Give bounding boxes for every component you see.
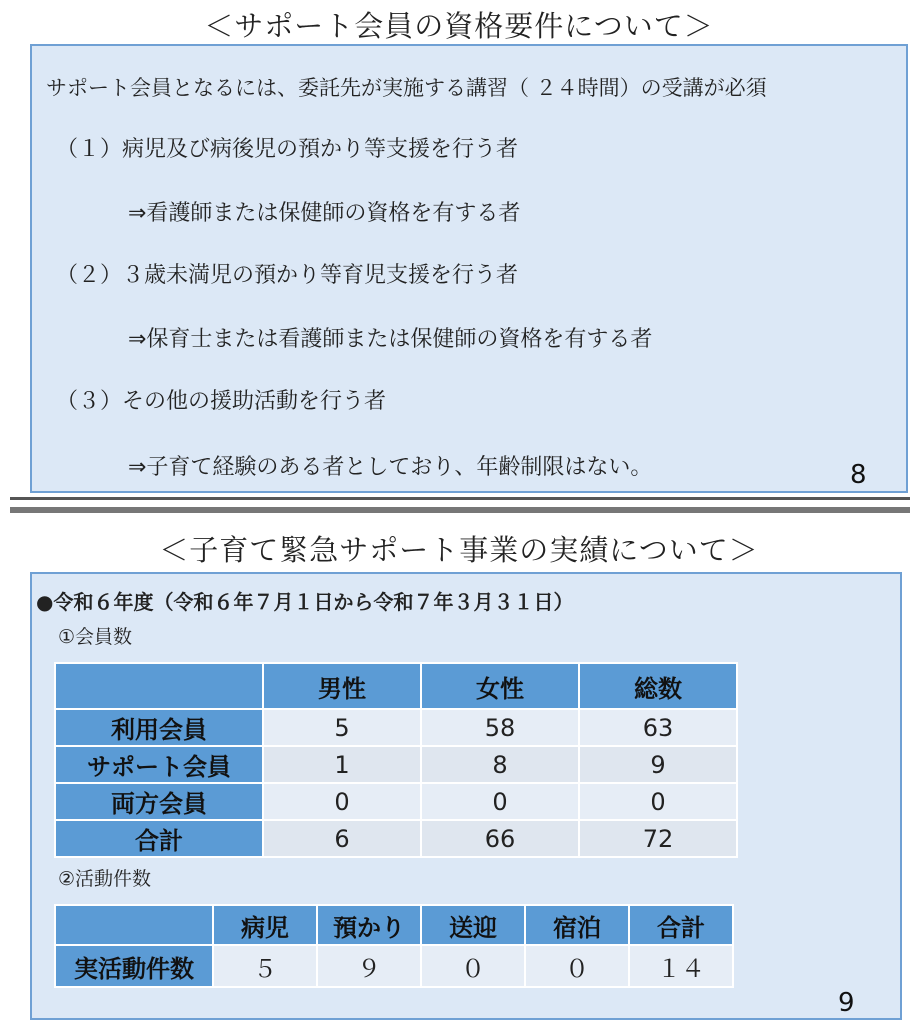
table-cell: 66 bbox=[421, 820, 579, 857]
table-row bbox=[55, 820, 737, 857]
activities-col-header: 宿泊 bbox=[525, 905, 629, 945]
results-panel bbox=[30, 572, 902, 1020]
item2-heading: （２）３歳未満児の預かり等育児支援を行う者 bbox=[56, 263, 519, 288]
slide9-title: ＜子育て緊急サポート事業の実績について＞ bbox=[159, 533, 759, 567]
table-row bbox=[55, 709, 737, 746]
table-cell: 63 bbox=[579, 709, 737, 746]
table-cell: 72 bbox=[579, 820, 737, 857]
activities-col-header: 送迎 bbox=[421, 905, 525, 945]
table-cell: １４ bbox=[629, 945, 733, 987]
requirements-panel bbox=[30, 44, 908, 493]
intro-text: サポート会員となるには、委託先が実施する講習（ ２４時間）の受講が必須 bbox=[46, 76, 767, 100]
row-label: 両方会員 bbox=[55, 783, 263, 820]
row-label: サポート会員 bbox=[55, 746, 263, 783]
activities-col-header: 病児 bbox=[213, 905, 317, 945]
members-col-header: 女性 bbox=[421, 663, 579, 709]
members-col-header: 総数 bbox=[579, 663, 737, 709]
activities-table bbox=[54, 904, 734, 988]
table-cell: ０ bbox=[525, 945, 629, 987]
table-cell: 58 bbox=[421, 709, 579, 746]
table-cell: 0 bbox=[421, 783, 579, 820]
item3-detail: ⇒子育て経験のある者としており、年齢制限はない。 bbox=[128, 455, 653, 480]
page-number-8: 8 bbox=[850, 460, 867, 490]
activities-header-row bbox=[55, 905, 733, 945]
table-cell: 9 bbox=[579, 746, 737, 783]
activities-caption: ②活動件数 bbox=[58, 868, 152, 890]
members-caption: ①会員数 bbox=[58, 626, 133, 648]
table-cell: 5 bbox=[263, 709, 421, 746]
slide8-title: ＜サポート会員の資格要件について＞ bbox=[204, 9, 714, 43]
activities-corner-cell bbox=[55, 905, 213, 945]
members-corner-cell bbox=[55, 663, 263, 709]
table-cell: ５ bbox=[213, 945, 317, 987]
members-header-row bbox=[55, 663, 737, 709]
table-cell: 8 bbox=[421, 746, 579, 783]
row-label: 合計 bbox=[55, 820, 263, 857]
table-row bbox=[55, 783, 737, 820]
activities-col-header: 預かり bbox=[317, 905, 421, 945]
table-cell: ０ bbox=[421, 945, 525, 987]
item1-detail: ⇒看護師または保健師の資格を有する者 bbox=[128, 201, 521, 226]
item1-heading: （１）病児及び病後児の預かり等支援を行う者 bbox=[56, 137, 519, 162]
table-cell: 6 bbox=[263, 820, 421, 857]
row-label: 利用会員 bbox=[55, 709, 263, 746]
table-cell: 0 bbox=[263, 783, 421, 820]
activities-col-header: 合計 bbox=[629, 905, 733, 945]
period-text: ●令和６年度（令和６年７月１日から令和７年３月３１日） bbox=[36, 590, 574, 614]
row-label: 実活動件数 bbox=[55, 945, 213, 987]
table-row bbox=[55, 945, 733, 987]
table-cell: 1 bbox=[263, 746, 421, 783]
item3-heading: （３）その他の援助活動を行う者 bbox=[56, 389, 387, 414]
table-cell: 0 bbox=[579, 783, 737, 820]
item2-detail: ⇒保育士または看護師または保健師の資格を有する者 bbox=[128, 327, 653, 352]
slide-divider-top bbox=[10, 497, 910, 500]
slide-divider-bottom bbox=[10, 507, 910, 513]
members-table bbox=[54, 662, 738, 858]
members-col-header: 男性 bbox=[263, 663, 421, 709]
page-number-9: 9 bbox=[838, 988, 855, 1018]
table-row bbox=[55, 746, 737, 783]
table-cell: ９ bbox=[317, 945, 421, 987]
